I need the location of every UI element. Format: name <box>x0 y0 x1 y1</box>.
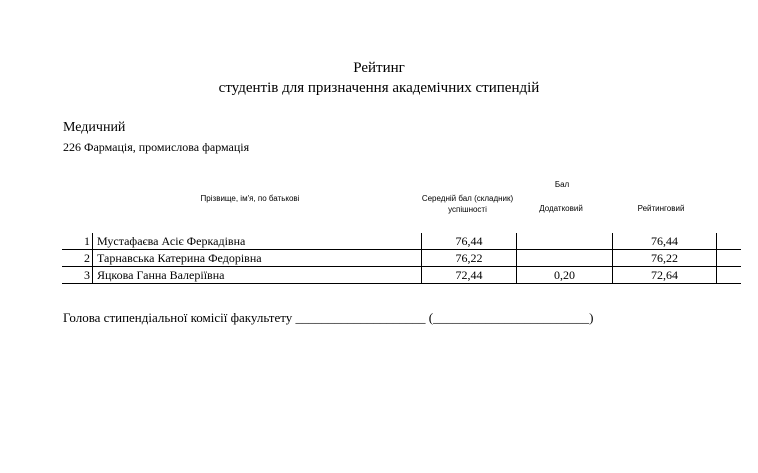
table-row <box>62 267 741 284</box>
table-row <box>62 250 741 267</box>
row-tail <box>717 250 742 267</box>
header-score-group: Бал <box>554 180 570 189</box>
header-rating: Рейтинговий <box>637 204 685 213</box>
additional-score <box>517 250 613 267</box>
rating-table <box>62 233 741 284</box>
header-additional: Додатковий <box>539 204 583 213</box>
document-subtitle: студентів для призначення академічних стипендій <box>218 80 540 96</box>
row-tail <box>717 267 742 284</box>
average-score: 76,22 <box>422 250 517 267</box>
rating-score: 76,22 <box>613 250 717 267</box>
header-average: Середній бал (складник) успішності <box>421 194 514 214</box>
rating-score: 76,44 <box>613 233 717 250</box>
student-name: Яцкова Ганна Валеріївна <box>93 267 422 284</box>
student-name: Мустафаєва Асіє Феркадівна <box>93 233 422 250</box>
row-number: 3 <box>62 267 93 284</box>
average-score: 72,44 <box>422 267 517 284</box>
specialty-name: 226 Фармація, промислова фармація <box>63 140 250 154</box>
row-number: 2 <box>62 250 93 267</box>
additional-score <box>517 233 613 250</box>
additional-score: 0,20 <box>517 267 613 284</box>
student-name: Тарнавська Катерина Федорівна <box>93 250 422 267</box>
table-row <box>62 233 741 250</box>
row-number: 1 <box>62 233 93 250</box>
header-name: Прізвище, ім'я, по батькові <box>200 194 300 203</box>
document-title: Рейтинг <box>353 60 405 76</box>
rating-score: 72,64 <box>613 267 717 284</box>
average-score: 76,44 <box>422 233 517 250</box>
faculty-name: Медичний <box>63 120 126 135</box>
row-tail <box>717 233 742 250</box>
commission-signature-line: Голова стипендіальної комісії факультету ____________________ (________________________) <box>63 310 594 325</box>
